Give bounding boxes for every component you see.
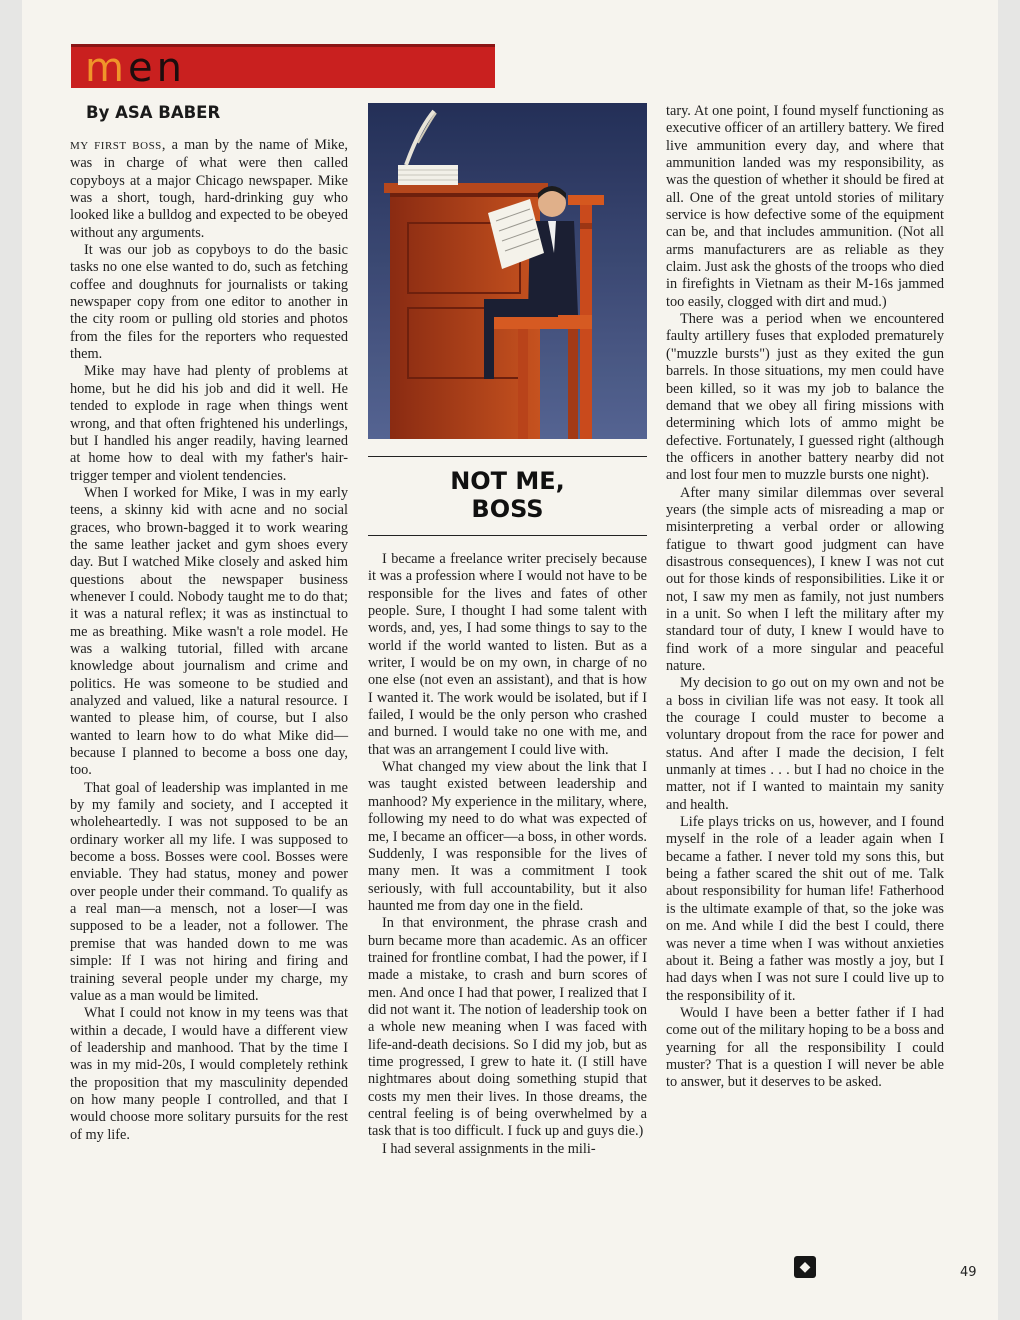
article-headline: NOT ME, BOSS bbox=[450, 467, 565, 523]
paragraph-text: Would I have been a better father if I had come out of the military hoping to be a boss and yearning for all the responsibility I could muster? That is a question I will never be able to answer, but it deserves to be asked. bbox=[666, 1004, 944, 1091]
paragraph-text: There was a period when we encountered faulty artillery fuses that exploded prematurely ("muzzle bursts") just as they exited the gun barrels. In those situations, my men could have been killed, so it was my job to balance the demand that we obey all firing missions with determining which lots of ammo might be defective. Fortunately, I guessed right (although the officers in another battery nearby did not and lost four men to muzzle bursts one night). bbox=[666, 311, 944, 484]
paragraph bbox=[666, 675, 944, 814]
paragraph bbox=[666, 103, 944, 311]
paragraph bbox=[666, 485, 944, 676]
man-reading-at-desk-illustration bbox=[368, 103, 647, 439]
paragraph-text: It was our job as copyboys to do the basic tasks no one else wanted to do, such as fetching coffee and doughnuts for journalists or taking newspaper copy from one editor to another in the city room or pulling old stories and photos from the files for the reporters who requested them. bbox=[70, 242, 348, 363]
paragraph-text: In that environment, the phrase crash and burn became more than academic. As an officer trained for frontline combat, I had the power, if I made a mistake, to crash and burn scores of men. And once I had that power, I realized that I did not want it. The notion of leadership took on a whole new meaning when I was faced with life-and-death decisions. So I did my job, but as time progressed, I grew to hate it. (I still have nightmares about doing something stupid that costs my men their lives. In those dreams, the central feeling is of being overwhelmed by a task that is too difficult. I fuck up and guys die.) bbox=[368, 915, 647, 1140]
paragraph bbox=[368, 915, 647, 1140]
paragraph bbox=[70, 242, 348, 363]
article-column-2 bbox=[368, 551, 647, 1158]
paragraph-text: That goal of leadership was implanted in me by my family and society, and I accepted it wholeheartedly. I was not supposed to be an ordinary worker all my life. I was supposed to become a boss. Bosses were cool. Bosses were enviable. They had status, money and power over people under their command. To qualify as a real man—a mensch, not a loser—I was supposed to be a leader, not a follower. The premise that was handed down to me was simple: If I was not hiring and firing and training several people under my charge, my value as a man would be limited. bbox=[70, 779, 348, 1004]
byline: By ASA BABER bbox=[86, 103, 221, 122]
paragraph-text: After many similar dilemmas over several years (the simple acts of misreading a map or misinterpreting a verbal order or allowing fatigue to thwart good judgment can have disastrous consequences), I knew I was not cut out for those kinds of responsibilities. Like it or not, I saw my men as family, not just numbers in a unit. So when I left the military after my standard tour of duty, I knew I would have to find work of a more singular and peaceful nature. bbox=[666, 484, 944, 674]
paragraph bbox=[368, 759, 647, 915]
paragraph bbox=[70, 485, 348, 780]
paragraph bbox=[70, 137, 348, 242]
paragraph-text: tary. At one point, I found myself functioning as executive officer of an artillery battery. We fired live ammunition every day, and where that ammunition landed was my responsibility, as was the question of whether it should be fired at all. One of the great untold stories of military service is how defective some of the equipment can be, and that includes ammunition. (Not all arms manufacturers are as reliable as they claim. Just ask the ghosts of the troops who died in firefights in Vietnam as their M-16s jammed too easily, clogged with dirt and mud.) bbox=[666, 103, 944, 310]
article-illustration bbox=[368, 103, 647, 439]
section-banner bbox=[71, 44, 495, 91]
paragraph-text: , a man by the name of Mike, was in charge of what were then called copyboys at a major Chicago newspaper. Mike was a short, tough, hard-drinking guy who looked like a bulldog and expected to be obeyed without any arguments. bbox=[70, 137, 348, 241]
bunny-end-mark-icon: ◆ bbox=[794, 1256, 816, 1278]
paragraph-text: Mike may have had plenty of problems at home, but he did his job and did it well. He tended to explode in rage when things went wrong, and that often frightened his underlings, but I handled his anger readily, having learned at home how to deal with my father's hair-trigger temper and violent tendencies. bbox=[70, 363, 348, 484]
paragraph bbox=[70, 1005, 348, 1144]
paragraph bbox=[368, 551, 647, 759]
paragraph-text: When I worked for Mike, I was in my early teens, a skinny kid with acne and no social graces, who brown-bagged it to work wearing the same leather jacket and gym shoes every day. But I watched Mike closely and asked him questions about the newspaper business whenever I could. Nobody taught me to do that; it was a natural reflex; it was as instinctual to me as breathing. Mike wasn't a role model. He was a walking tutorial, filled with arcane knowledge about journalism and crime and politics. He was someone to be studied and analyzed and valued, like a natural resource. I wanted to please him, of course, but I also wanted to learn how to do what Mike did—because I planned to become a boss one day, too. bbox=[70, 484, 348, 779]
paragraph-text: What I could not know in my teens was that within a decade, I would have a different view of leadership and manhood. That by the time I was in my mid-20s, I would completely rethink the proposition that my masculinity depended on how many people I controlled, and that I would choose more solitary pursuits for the rest of my life. bbox=[70, 1005, 348, 1143]
paragraph bbox=[70, 363, 348, 484]
headline-box bbox=[368, 456, 647, 536]
paragraph-text: Life plays tricks on us, however, and I found myself in the role of a leader again when I became a father. I never told my sons this, but being a father scared the shit out of me. Talk about responsibility for human life! Fatherhood is the ultimate example of that, so the joke was on me. And while I did the best I could, there was never a time when I was without anxieties about it. Being a father was mostly a joy, but I had days when I was not sure I could live up to the responsibility of it. bbox=[666, 814, 944, 1004]
article-column-1 bbox=[70, 137, 348, 1144]
paragraph-text: My decision to go out on my own and not be a boss in civilian life was not easy. It took all the courage I could muster to become a voluntary dropout from the race for power and status. And after I made the decision, I felt unmanly at times . . . but I had no choice in the matter, not if I wanted to maintain my sanity and health. bbox=[666, 675, 944, 813]
paragraph bbox=[666, 1005, 944, 1092]
paragraph-text: I had several assignments in the mili- bbox=[382, 1140, 596, 1157]
magazine-page bbox=[22, 0, 998, 1320]
page-number: 49 bbox=[960, 1265, 977, 1280]
paragraph-text: What changed my view about the link that I was taught existed between leadership and manhood? My experience in the military, where, following my need to do what was expected of me, I became an officer—a boss, in other words. Suddenly, I was responsible for the lives of many men. It was a commitment I took seriously, with full accountability, but it also haunted me from day one in the field. bbox=[368, 759, 647, 914]
section-title: men bbox=[85, 45, 186, 91]
paragraph bbox=[666, 311, 944, 484]
paragraph bbox=[368, 1141, 647, 1158]
paragraph bbox=[666, 814, 944, 1005]
paragraph-text: I became a freelance writer precisely because it was a profession where I would not have to be responsible for the lives and fates of other people. Sure, I thought I had some talent with words, and, yes, I had some things to say to the world if the world wanted to listen. But as a writer, I would be on my own, in charge of no one else (not even an assistant), and that is how I wanted it. The work would be isolated, but if I failed, I would be the only person who crashed and burned. I would take no one with me, and that was an arrangement I could live with. bbox=[368, 551, 647, 758]
lead-in: MY FIRST BOSS bbox=[70, 140, 162, 152]
paragraph bbox=[70, 780, 348, 1005]
article-column-3 bbox=[666, 103, 944, 1092]
